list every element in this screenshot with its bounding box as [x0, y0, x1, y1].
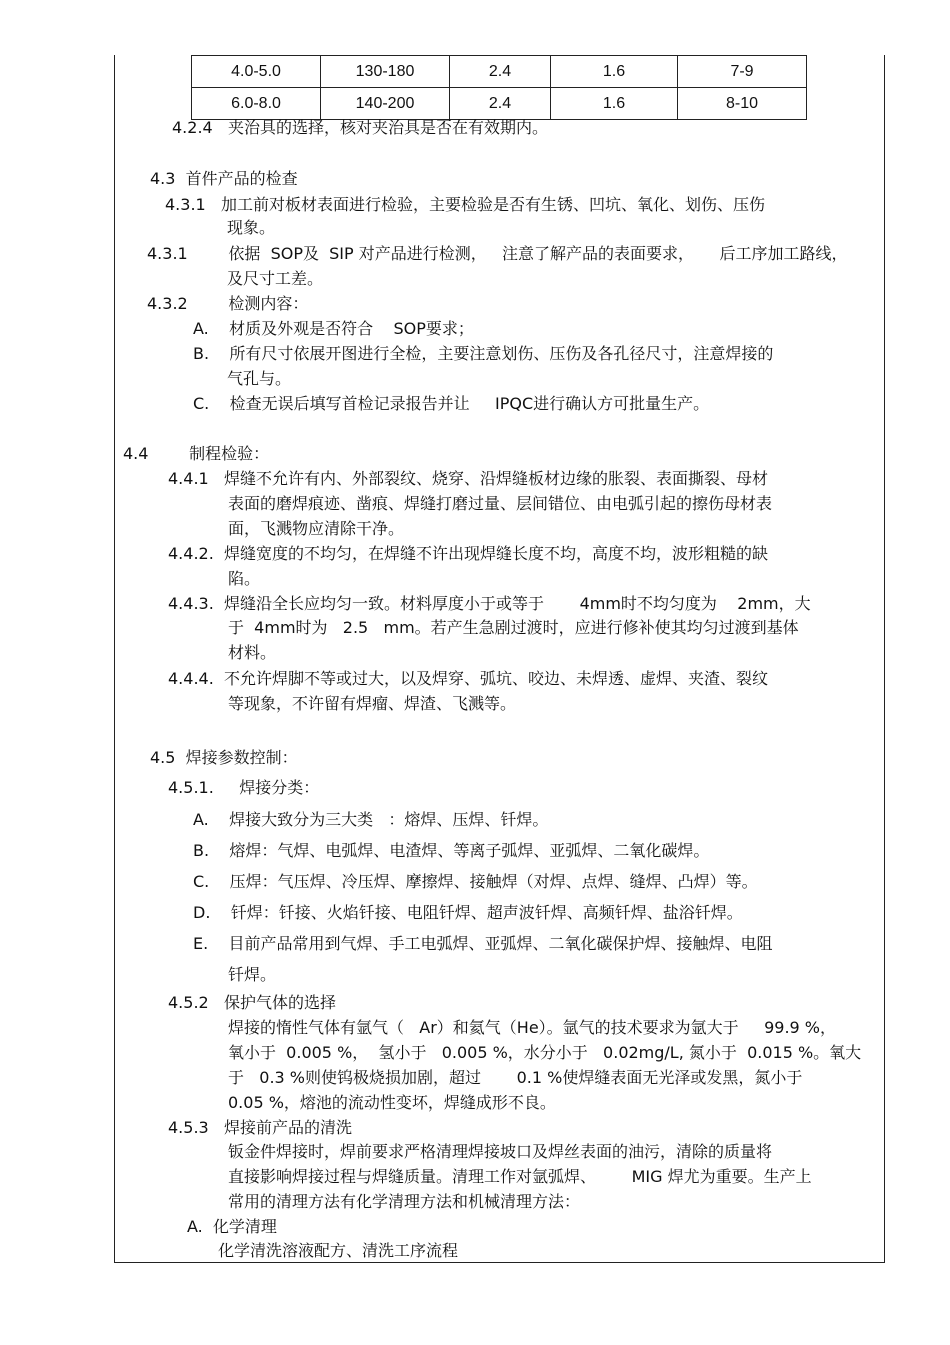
- paragraph-line: 直接影响焊接过程与焊缝质量。清理工作对氩弧焊、 MIG 焊尤为重要。生产上: [228, 1167, 812, 1186]
- list-item: A. 化学清理: [187, 1217, 277, 1236]
- paragraph-line: 4.5.1. 焊接分类：: [168, 778, 320, 797]
- paragraph-line: 于 0.3 %则使钨极烧损加剧，超过 0.1 %使焊缝表面无光泽或发黑，氮小于: [228, 1068, 803, 1087]
- paragraph-line: 4.4.4. 不允许焊脚不等或过大，以及焊穿、弧坑、咬边、未焊透、虚焊、夹渣、裂纹: [168, 669, 768, 688]
- table-cell: 140-200: [321, 88, 450, 120]
- table-row: [192, 88, 807, 120]
- paragraph-line: 钣金件焊接时，焊前要求严格清理焊接坡口及焊丝表面的油污，清除的质量将: [228, 1142, 773, 1161]
- heading-4-3: 4.3 首件产品的检查: [150, 169, 298, 188]
- list-item: B. 熔焊：气焊、电弧焊、电渣焊、等离子弧焊、亚弧焊、二氧化碳焊。: [193, 841, 710, 860]
- list-item: A. 材质及外观是否符合 SOP要求；: [193, 319, 474, 338]
- list-item: D. 钎焊：钎接、火焰钎接、电阻钎焊、超声波钎焊、高频钎焊、盐浴钎焊。: [193, 903, 743, 922]
- table-cell: 7-9: [678, 56, 807, 88]
- table-cell: 4.0-5.0: [192, 56, 321, 88]
- paragraph-line: 氧小于 0.005 %， 氢小于 0.005 %，水分小于 0.02mg/L, 氮小于 0.015 %。氧大: [228, 1043, 862, 1062]
- paragraph-line: 陷。: [228, 569, 261, 588]
- table-cell: 1.6: [551, 56, 678, 88]
- paragraph-line: 材料。: [228, 643, 277, 662]
- paragraph-line: 4.5.3 焊接前产品的清洗: [168, 1118, 352, 1137]
- list-item: E. 目前产品常用到气焊、手工电弧焊、亚弧焊、二氧化碳保护焊、接触焊、电阻: [193, 934, 773, 953]
- table-cell: 2.4: [450, 56, 551, 88]
- table-row: [192, 56, 807, 88]
- paragraph-line: 4.4.3. 焊缝沿全长应均匀一致。材料厚度小于或等于 4mm时不均匀度为 2mm，大: [168, 594, 811, 613]
- paragraph-line: 0.05 %，熔池的流动性变坏，焊缝成形不良。: [228, 1093, 556, 1112]
- paragraph-line: 及尺寸工差。: [227, 269, 324, 288]
- table-cell: 8-10: [678, 88, 807, 120]
- heading-4-4: 4.4 制程检验：: [123, 444, 270, 463]
- paragraph-line: 气孔与。: [227, 369, 292, 388]
- paragraph-line: 于 4mm时为 2.5 mm。若产生急剧过渡时，应进行修补使其均匀过渡到基体: [228, 618, 799, 637]
- paragraph-line: 4.3.1 加工前对板材表面进行检验，主要检验是否有生锈、凹坑、氧化、划伤、压伤: [165, 195, 765, 214]
- paragraph-line: 4.3.1 依据 SOP及 SIP 对产品进行检测， 注意了解产品的表面要求， 后工序加工路线，: [147, 244, 848, 263]
- paragraph-line: 4.4.1 焊缝不允许有内、外部裂纹、烧穿、沿焊缝板材边缘的胀裂、表面撕裂、母材: [168, 469, 768, 488]
- paragraph-line: 化学清洗溶液配方、清洗工序流程: [218, 1241, 459, 1260]
- paragraph-line: 4.5.2 保护气体的选择: [168, 993, 336, 1012]
- paragraph-line: 面，飞溅物应清除干净。: [228, 519, 405, 538]
- list-item: B. 所有尺寸依展开图进行全检，主要注意划伤、压伤及各孔径尺寸，注意焊接的: [193, 344, 774, 363]
- table-cell: 1.6: [551, 88, 678, 120]
- paragraph-line: 焊接的惰性气体有氩气（ Ar）和氦气（He）。氩气的技术要求为氩大于 99.9 %，: [228, 1018, 837, 1037]
- list-item: C. 检查无误后填写首检记录报告并让 IPQC进行确认方可批量生产。: [193, 394, 710, 413]
- paragraph-line: 钎焊。: [228, 965, 277, 984]
- list-item: A. 焊接大致分为三大类 ：熔焊、压焊、钎焊。: [193, 810, 549, 829]
- paragraph-line: 等现象，不许留有焊瘤、焊渣、飞溅等。: [228, 694, 517, 713]
- paragraph-line: 现象。: [227, 218, 276, 237]
- section-4-2-4: 4.2.4 夹治具的选择，核对夹治具是否在有效期内。: [172, 118, 548, 137]
- heading-4-5: 4.5 焊接参数控制：: [150, 748, 298, 767]
- welding-parameter-table: [191, 55, 807, 120]
- paragraph-line: 表面的磨焊痕迹、凿痕、焊缝打磨过量、层间错位、由电弧引起的擦伤母材表: [228, 494, 773, 513]
- paragraph-line: 4.4.2. 焊缝宽度的不均匀，在焊缝不许出现焊缝长度不均，高度不均，波形粗糙的缺: [168, 544, 768, 563]
- paragraph-line: 4.3.2 检测内容：: [147, 294, 309, 313]
- table-cell: 2.4: [450, 88, 551, 120]
- list-item: C. 压焊：气压焊、冷压焊、摩擦焊、接触焊（对焊、点焊、缝焊、凸焊）等。: [193, 872, 758, 891]
- table-cell: 130-180: [321, 56, 450, 88]
- table-cell: 6.0-8.0: [192, 88, 321, 120]
- paragraph-line: 常用的清理方法有化学清理方法和机械清理方法：: [228, 1192, 581, 1211]
